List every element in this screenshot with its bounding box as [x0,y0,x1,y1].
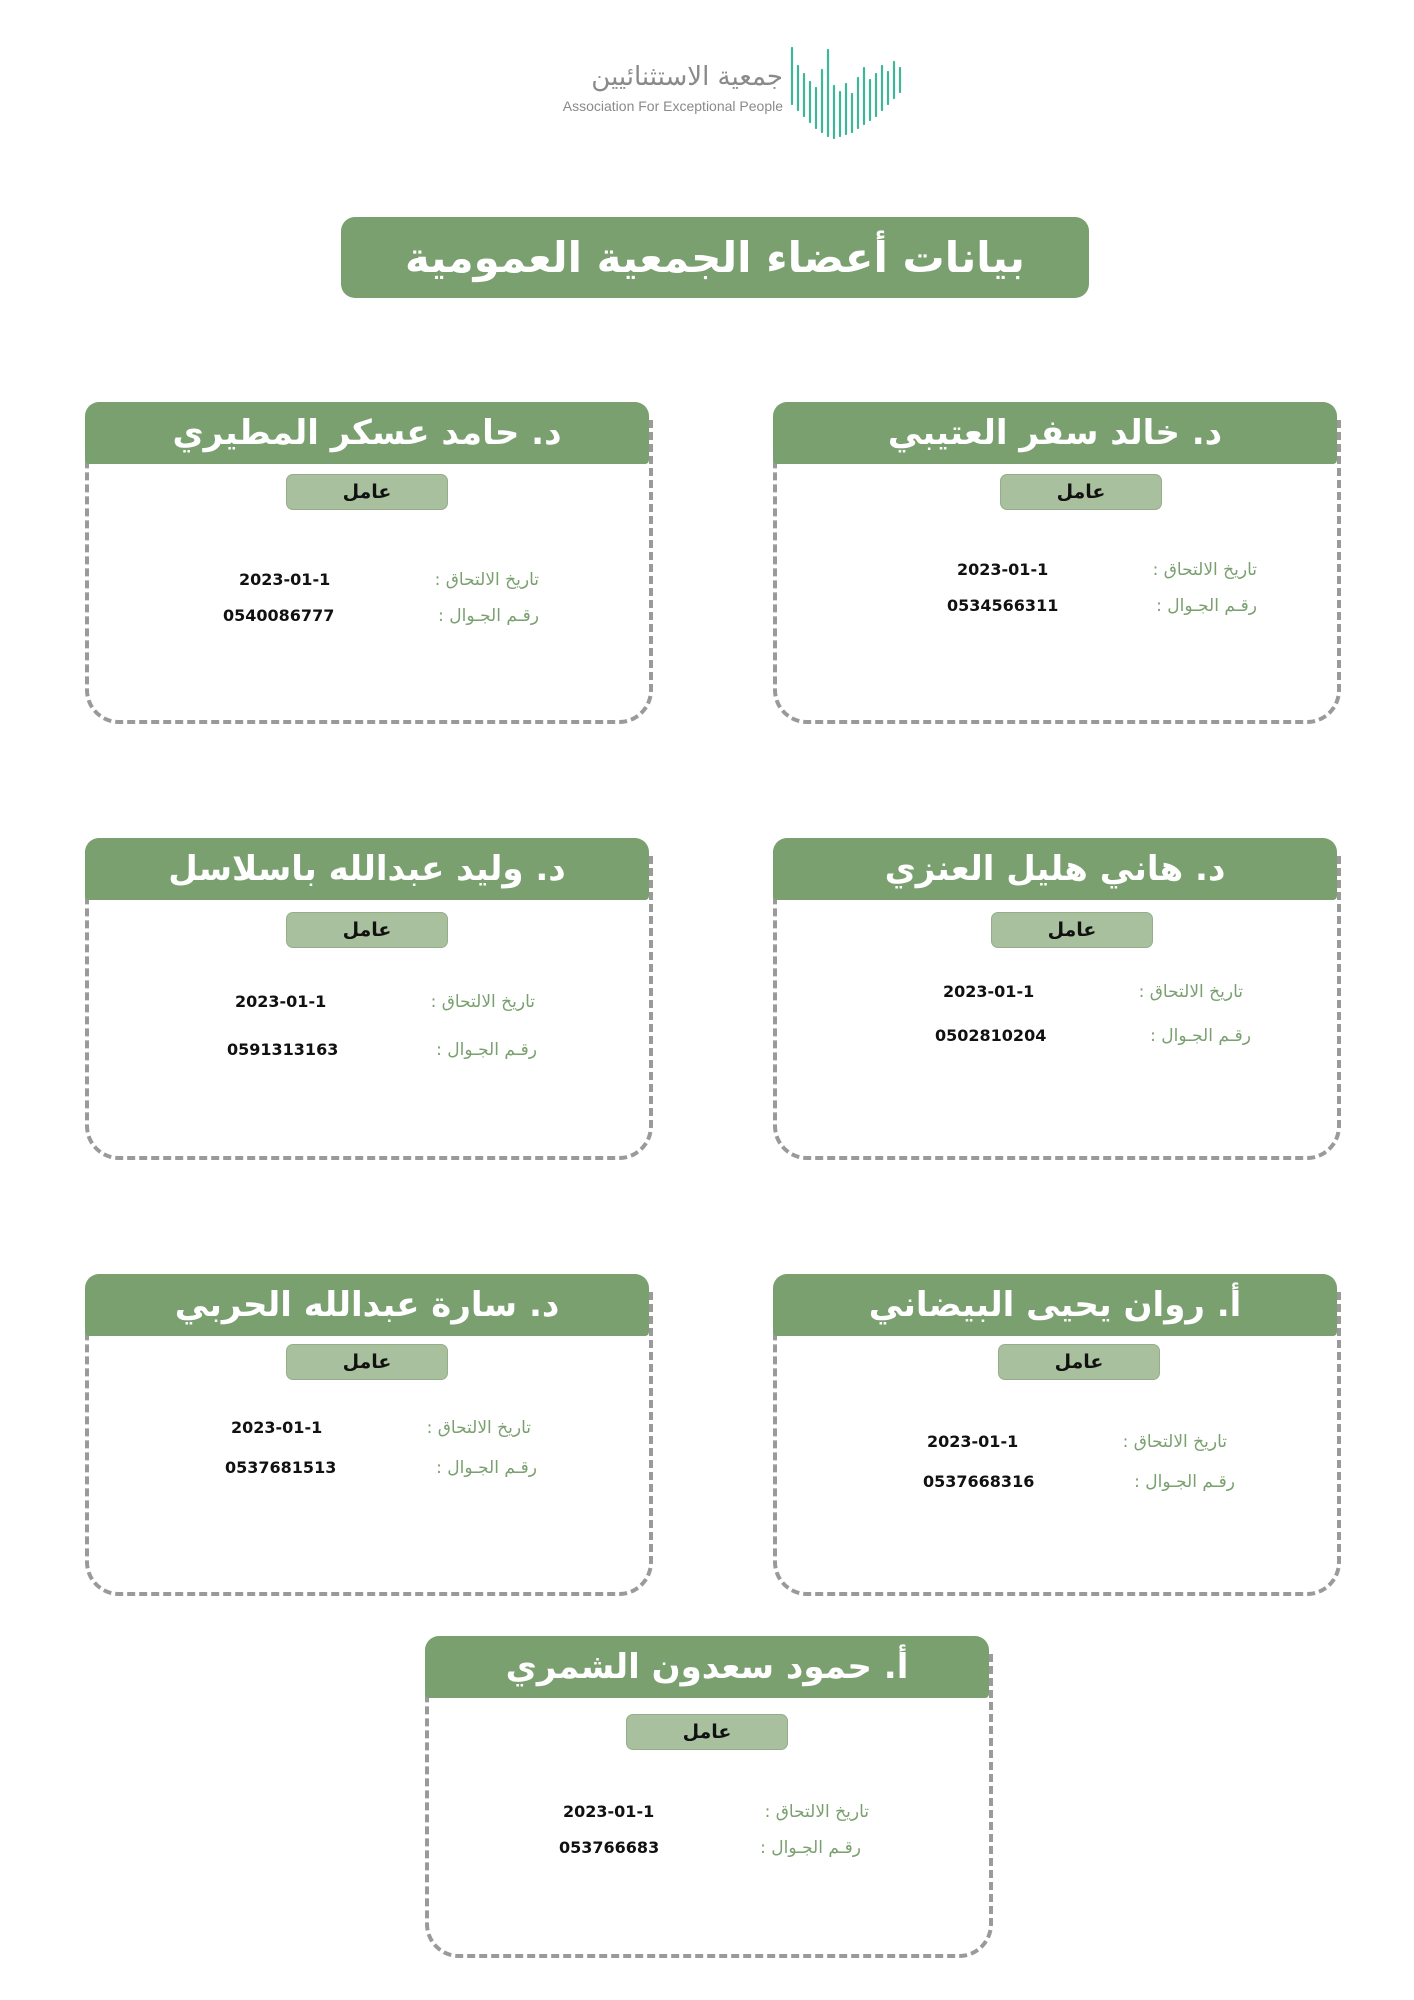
member-name-header [773,1274,1337,1336]
card-dashed-border [85,1292,653,1596]
member-name-header [85,402,649,464]
mobile-row [923,1472,1235,1496]
mobile-label: رقـم الجـوال : [1134,1472,1235,1492]
mobile-value: 0537681513 [225,1458,337,1477]
member-role-badge [1000,474,1162,510]
member-role: عامل [342,481,392,503]
join-date-row [943,982,1243,1006]
mobile-label: رقـم الجـوال : [436,1458,537,1478]
member-role-badge [286,912,448,948]
mobile-label: رقـم الجـوال : [438,606,539,626]
member-role-badge [998,1344,1160,1380]
mobile-value: 0534566311 [947,596,1059,615]
member-role: عامل [1056,481,1106,503]
mobile-label: رقـم الجـوال : [1150,1026,1251,1046]
join-date-label: تاريخ الالتحاق : [1122,1432,1227,1452]
mobile-label: رقـم الجـوال : [1156,596,1257,616]
mobile-value: 0537668316 [923,1472,1035,1491]
join-date-row [239,570,539,594]
join-date-value: 2023-01-1 [563,1802,655,1821]
member-card [425,1636,989,1958]
join-date-value: 2023-01-1 [235,992,327,1011]
mobile-row [559,1838,861,1862]
member-name: د. هاني هليل العنزي [884,849,1226,889]
member-name: د. وليد عبدالله باسلاسل [168,849,566,889]
join-date-label: تاريخ الالتحاق : [430,992,535,1012]
mobile-row [227,1040,537,1064]
member-card [773,838,1337,1160]
member-role: عامل [1054,1351,1104,1373]
member-role: عامل [682,1721,732,1743]
mobile-row [947,596,1257,620]
member-name: د. حامد عسكر المطيري [172,413,562,453]
member-name: أ. حمود سعدون الشمري [505,1647,909,1687]
join-date-value: 2023-01-1 [943,982,1035,1001]
join-date-value: 2023-01-1 [957,560,1049,579]
join-date-value: 2023-01-1 [231,1418,323,1437]
mobile-label: رقـم الجـوال : [436,1040,537,1060]
member-role: عامل [342,919,392,941]
card-dashed-border [773,856,1341,1160]
join-date-label: تاريخ الالتحاق : [1138,982,1243,1002]
join-date-row [235,992,535,1016]
member-name-header [425,1636,989,1698]
join-date-value: 2023-01-1 [239,570,331,589]
mobile-row [935,1026,1251,1050]
mobile-label: رقـم الجـوال : [760,1838,861,1858]
join-date-row [957,560,1257,584]
member-card [85,1274,649,1596]
member-role-badge [991,912,1153,948]
page-title: بيانات أعضاء الجمعية العمومية [405,233,1025,282]
mobile-row [223,606,539,630]
logo-bars-icon [788,44,908,140]
member-name-header [773,838,1337,900]
member-name: د. خالد سفر العتيبي [887,413,1223,453]
member-name-header [85,838,649,900]
member-role-badge [626,1714,788,1750]
mobile-value: 053766683 [559,1838,660,1857]
join-date-label: تاريخ الالتحاق : [1152,560,1257,580]
member-card [773,402,1337,724]
logo-english-name: Association For Exceptional People [562,98,783,114]
member-card [773,1274,1337,1596]
mobile-row [225,1458,537,1482]
join-date-label: تاريخ الالتحاق : [434,570,539,590]
member-name-header [85,1274,649,1336]
member-name: د. سارة عبدالله الحربي [174,1285,560,1325]
page-title-banner [341,217,1089,298]
mobile-value: 0502810204 [935,1026,1047,1045]
member-name-header [773,402,1337,464]
member-card [85,402,649,724]
join-date-label: تاريخ الالتحاق : [426,1418,531,1438]
member-name: أ. روان يحيى البيضاني [868,1285,1242,1325]
logo-arabic-name: جمعية الاستثنائيين [591,62,783,92]
member-role: عامل [1047,919,1097,941]
join-date-row [927,1432,1227,1456]
member-card [85,838,649,1160]
mobile-value: 0540086777 [223,606,335,625]
join-date-value: 2023-01-1 [927,1432,1019,1451]
member-role: عامل [342,1351,392,1373]
join-date-row [231,1418,531,1442]
join-date-row [563,1802,869,1826]
mobile-value: 0591313163 [227,1040,339,1059]
join-date-label: تاريخ الالتحاق : [764,1802,869,1822]
member-role-badge [286,474,448,510]
member-role-badge [286,1344,448,1380]
association-logo [548,44,908,144]
